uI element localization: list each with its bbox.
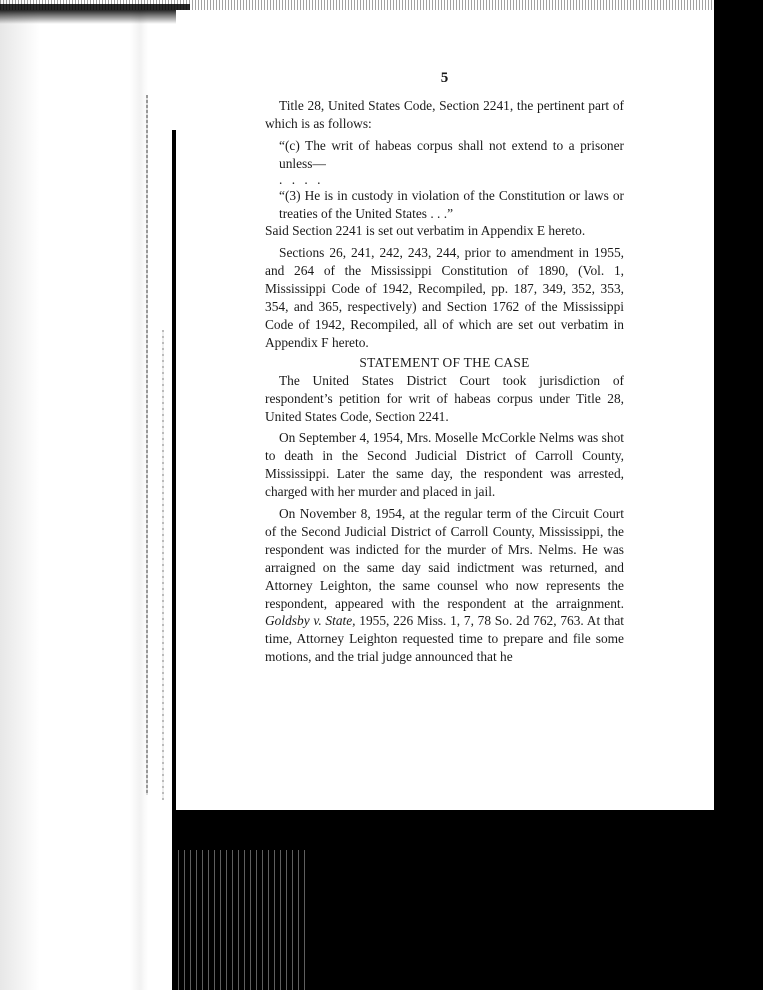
binding-line-inner <box>162 330 164 800</box>
paragraph: On September 4, 1954, Mrs. Moselle McCorkle Nelms was shot to death in the Second Judicial District of Carroll County, Mississippi. Later the same day, the respondent was arrested, charged with her murder and placed in jail. <box>265 430 624 500</box>
paragraph-text: 1955, 226 Miss. 1, 7, 78 So. 2d 762, 763. At that time, Attorney Leighton requested time to prepare and file some motions, and the trial judge announced that he <box>265 613 624 665</box>
paragraph: Said Section 2241 is set out verbatim in Appendix E hereto. <box>265 223 586 239</box>
binding-line <box>146 95 148 795</box>
scanner-bottom-noise <box>176 850 306 990</box>
page-top-shadow <box>0 4 190 24</box>
page-spine <box>172 130 176 820</box>
paragraph: Title 28, United States Code, Section 2241, the pertinent part of which is as follows: <box>265 98 624 131</box>
paragraph: The United States District Court took jurisdiction of respondent’s petition for writ of habeas corpus under Title 28, United States Code, Section 2241. <box>265 372 624 424</box>
ellipsis: . . . . <box>279 171 324 187</box>
paragraph <box>265 505 624 666</box>
section-heading: STATEMENT OF THE CASE <box>359 354 530 370</box>
paragraph: Sections 26, 241, 242, 243, 244, prior to amendment in 1955, and 264 of the Mississippi Constitution of 1890, (Vol. 1, Mississippi Code of 1942, Recompiled, pp. 187, 349, 352, 353, 354, and 365, respectively) and Section 1762 of the Mississippi Code of 1942, Recompiled, all of which are set out verbatim in Appendix F hereto. <box>265 245 624 350</box>
page-number: 5 <box>440 70 449 86</box>
case-citation: Goldsby v. State, <box>265 613 356 629</box>
quoted-statute: “(3) He is in custody in violation of the Constitution or laws or treaties of the United States . . .” <box>279 187 624 221</box>
page-text <box>265 70 624 666</box>
scanner-shadow <box>0 0 40 990</box>
paragraph-text: On November 8, 1954, at the regular term of the Circuit Court of the Second Judicial District of Carroll County, Mississippi, the respondent was indicted for the murder of Mrs. Nelms. He was arraigned on the same day said indictment was returned, and Attorney Leighton, the same counsel who now represents the respondent, appeared with the respondent at the arraignment. <box>265 506 624 611</box>
quoted-statute: “(c) The writ of habeas corpus shall not extend to a prisoner unless— <box>279 137 624 171</box>
